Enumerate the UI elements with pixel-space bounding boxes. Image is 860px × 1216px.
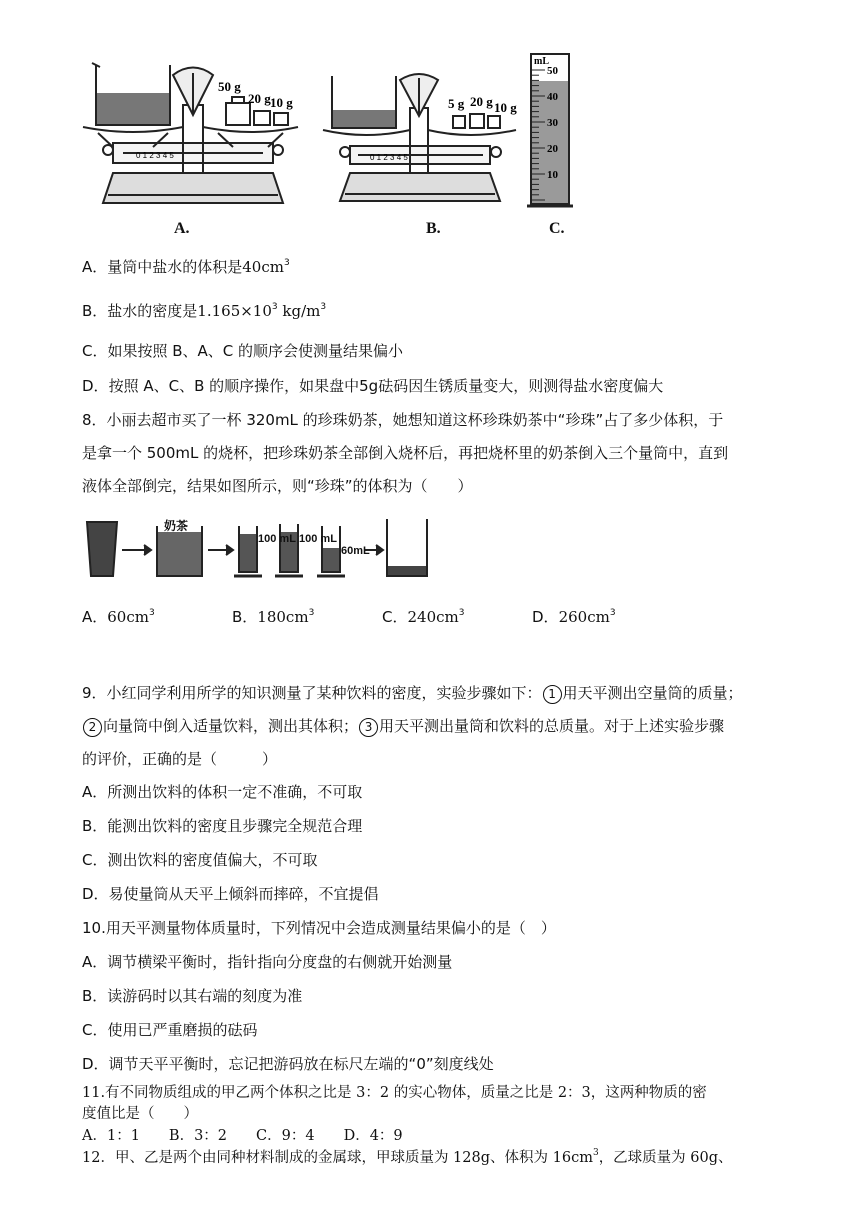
option-text: 如果按照 B、A、C 的顺序会使测量结果偏小 bbox=[107, 342, 404, 360]
beaker-label: 奶茶 bbox=[164, 519, 189, 533]
weight-20g-label: 20 g bbox=[248, 91, 271, 106]
measuring-cylinder-image bbox=[525, 50, 575, 210]
q7-option-c bbox=[82, 341, 403, 361]
scale-digits-b: 0 1 2 3 4 5 bbox=[370, 153, 408, 162]
q9-text: 用天平测出空量筒的质量； bbox=[562, 684, 743, 702]
circled-number-2: 2 bbox=[83, 718, 102, 737]
q7-option-a bbox=[82, 257, 290, 277]
superscript: 3 bbox=[320, 302, 327, 312]
option-label: C． bbox=[82, 342, 108, 360]
q7-option-d bbox=[82, 376, 663, 396]
option-label: D． bbox=[532, 608, 559, 626]
q10-option-a: A．调节横梁平衡时，指针指向分度盘的右侧就开始测量 bbox=[82, 953, 453, 971]
scale-digits-a: 0 1 2 3 4 5 bbox=[136, 151, 174, 160]
option-label: B． bbox=[232, 608, 258, 626]
option-text: 量筒中盐水的体积是40cm bbox=[107, 258, 284, 276]
q8-option-d bbox=[532, 606, 616, 627]
superscript: 3 bbox=[283, 258, 290, 268]
caption-c: C. bbox=[549, 220, 565, 237]
cyl-tick-10: 10 bbox=[547, 169, 558, 181]
option-label: A． bbox=[82, 608, 108, 626]
q8-option-a bbox=[82, 606, 155, 627]
q9-option-c: C．测出饮料的密度值偏大，不可取 bbox=[82, 851, 318, 869]
q11-options: A．1：1 B．3：2 C．9：4 D．4：9 bbox=[82, 1128, 403, 1144]
q12-text: 12．甲、乙是两个由同种材料制成的金属球，甲球质量为 128g、体积为 16cm bbox=[82, 1150, 593, 1166]
q9-text: 9．小红同学利用所学的知识测量了某种饮料的密度，实验步骤如下： bbox=[82, 684, 542, 702]
option-label: B． bbox=[82, 302, 108, 320]
option-text: 盐水的密度是1.165×10 bbox=[107, 302, 272, 320]
option-text: 60cm bbox=[107, 608, 149, 626]
q10-option-c: C．使用已严重磨损的砝码 bbox=[82, 1021, 258, 1039]
superscript: 3 bbox=[148, 608, 155, 618]
superscript: 3 bbox=[458, 608, 465, 618]
q9-option-b: B．能测出饮料的密度且步骤完全规范合理 bbox=[82, 817, 363, 835]
cylinder-2-label: 100 mL bbox=[299, 533, 337, 545]
weight-5g-label: 5 g bbox=[448, 96, 465, 111]
q9-option-d: D．易使量筒从天平上倾斜而摔碎，不宜提倡 bbox=[82, 885, 379, 903]
cyl-tick-30: 30 bbox=[547, 117, 558, 129]
option-label: D． bbox=[82, 377, 109, 395]
superscript: 3 bbox=[271, 302, 278, 312]
q9-stem-line-3: 的评价，正确的是（ ） bbox=[82, 750, 278, 768]
weight-10g-label-b: 10 g bbox=[494, 100, 517, 115]
q9-stem-line-2 bbox=[82, 716, 724, 737]
option-text: 260cm bbox=[558, 608, 610, 626]
cyl-tick-50: 50 bbox=[547, 65, 558, 77]
q9-text: 用天平测出量筒和饮料的总质量。对于上述实验步骤 bbox=[379, 717, 725, 735]
balance-b-image bbox=[318, 68, 523, 203]
q12-stem bbox=[82, 1148, 733, 1168]
circled-number-3: 3 bbox=[359, 718, 378, 737]
q8-option-b bbox=[232, 606, 314, 627]
cylinder-unit-label: mL bbox=[534, 56, 549, 67]
option-text: 按照 A、C、B 的顺序操作，如果盘中5g砝码因生锈质量变大，则测得盐水密度偏大 bbox=[108, 377, 664, 395]
q12-text: ，乙球质量为 60g、 bbox=[598, 1150, 733, 1166]
milk-tea-figure bbox=[82, 514, 432, 584]
superscript: 3 bbox=[609, 608, 616, 618]
q11-stem-line-1: 11.有不同物质组成的甲乙两个体积之比是 3：2 的实心物体，质量之比是 2：3，这两种物质的密 bbox=[82, 1085, 707, 1101]
option-label: A． bbox=[82, 258, 108, 276]
q8-stem-line-1: 8．小丽去超市买了一杯 320mL 的珍珠奶茶，她想知道这杯珍珠奶茶中“珍珠”占了多少体积，于 bbox=[82, 411, 724, 429]
q11-stem-line-2: 度值比是（ ） bbox=[82, 1106, 198, 1122]
option-text: 180cm bbox=[257, 608, 309, 626]
q9-text: 向量筒中倒入适量饮料，测出其体积； bbox=[103, 717, 359, 735]
unit-text: kg/m bbox=[277, 302, 321, 320]
q8-option-c bbox=[382, 606, 464, 627]
weight-10g-label: 10 g bbox=[270, 95, 293, 110]
q10-option-d: D．调节天平平衡时，忘记把游码放在标尺左端的“0”刻度线处 bbox=[82, 1055, 494, 1073]
q9-option-a: A．所测出饮料的体积一定不准确，不可取 bbox=[82, 783, 363, 801]
superscript: 3 bbox=[592, 1148, 599, 1158]
q10-stem: 10.用天平测量物体质量时，下列情况中会造成测量结果偏小的是（ ） bbox=[82, 919, 556, 937]
weight-20g-label-b: 20 g bbox=[470, 94, 493, 109]
q9-stem-line-1 bbox=[82, 683, 743, 704]
cylinder-1-label: 100 mL bbox=[258, 533, 296, 545]
circled-number-1: 1 bbox=[543, 685, 562, 704]
option-text: 240cm bbox=[407, 608, 459, 626]
weight-50g-label: 50 g bbox=[218, 79, 241, 94]
q8-stem-line-2: 是拿一个 500mL 的烧杯，把珍珠奶茶全部倒入烧杯后，再把烧杯里的奶茶倒入三个量筒中，直到 bbox=[82, 444, 729, 462]
option-label: C． bbox=[382, 608, 408, 626]
cylinder-3-label: 60mL bbox=[341, 545, 370, 557]
balance-a-image bbox=[78, 55, 303, 205]
caption-b: B. bbox=[426, 220, 441, 237]
q10-option-b: B．读游码时以其右端的刻度为准 bbox=[82, 987, 303, 1005]
q7-option-b bbox=[82, 301, 326, 321]
caption-a: A. bbox=[174, 220, 190, 237]
cyl-tick-40: 40 bbox=[547, 91, 558, 103]
q8-stem-line-3: 液体全部倒完，结果如图所示，则“珍珠”的体积为（ ） bbox=[82, 477, 473, 495]
superscript: 3 bbox=[308, 608, 315, 618]
cyl-tick-20: 20 bbox=[547, 143, 558, 155]
